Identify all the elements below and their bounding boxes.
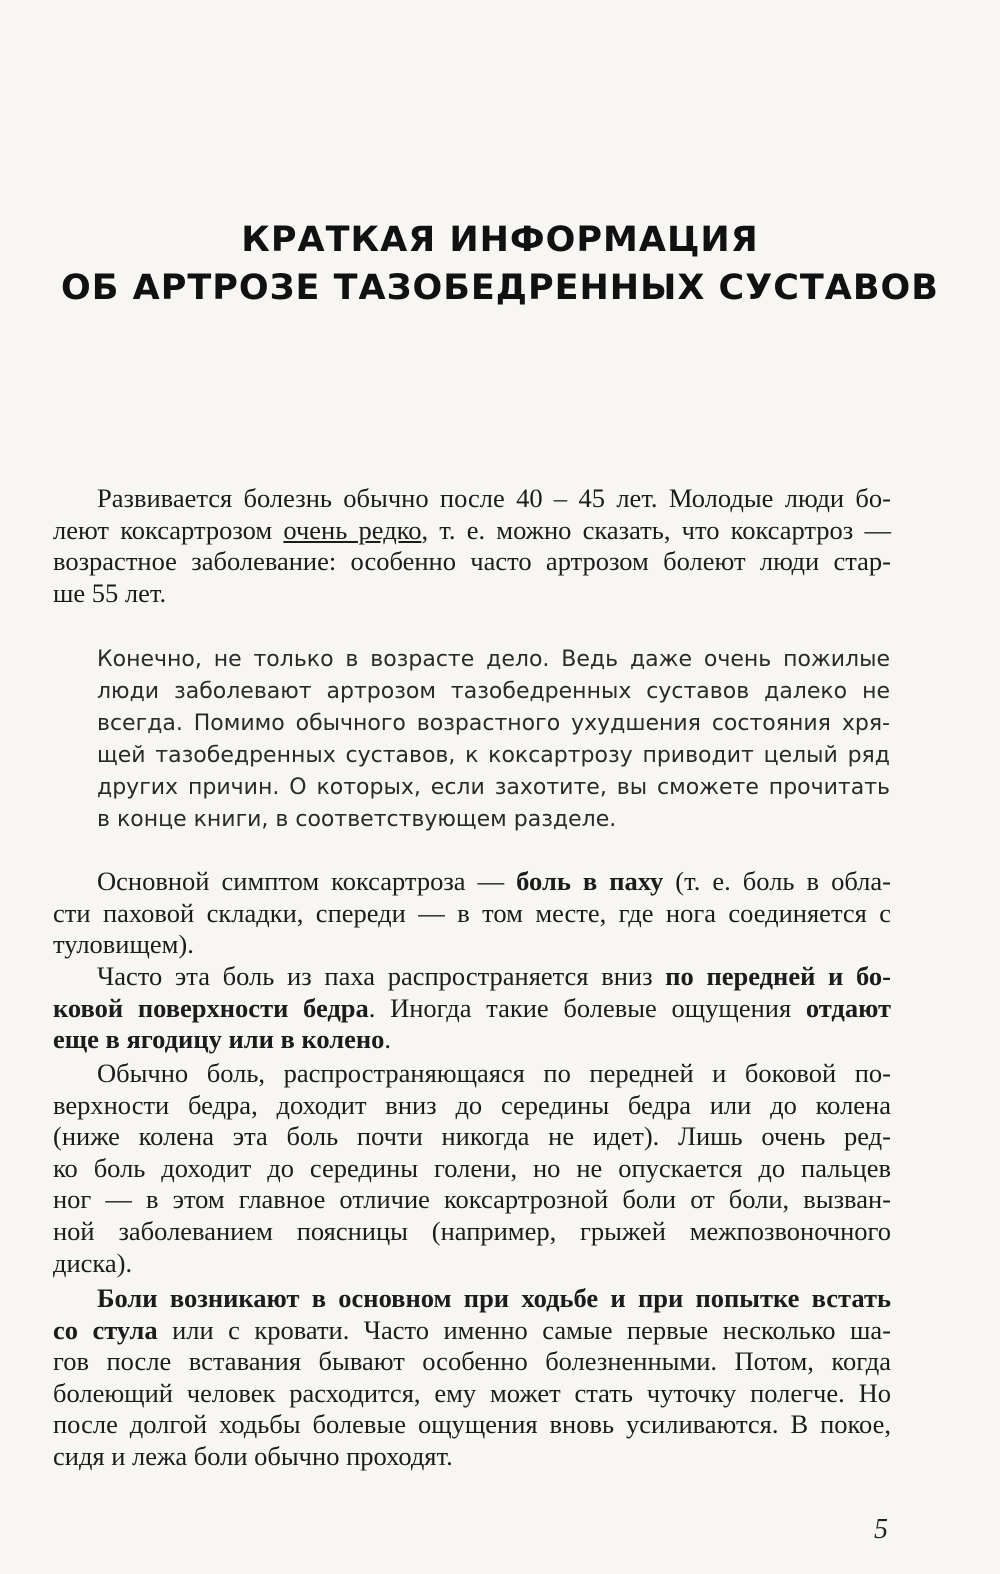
text-line: ко боль доходит до середины голени, но не опускается до пальцев — [53, 1152, 891, 1183]
side-note — [97, 644, 890, 836]
bold-phrase: еще в ягодицу или в колено — [53, 1024, 385, 1055]
bold-phrase: отдают — [805, 992, 891, 1023]
text-line: диска). — [53, 1247, 133, 1278]
text-line: Обычно боль, распространяющаяся по передней и боковой по- — [97, 1058, 891, 1088]
chapter-title-line-2: ОБ АРТРОЗЕ ТАЗОБЕДРЕННЫХ СУСТАВОВ — [61, 268, 939, 308]
text-line: еще в ягодицу или в колено. — [53, 1024, 392, 1055]
bold-phrase: со стула — [53, 1314, 158, 1345]
note-line: Конечно, не только в возрасте дело. Ведь даже очень пожилые — [97, 647, 890, 672]
text-line — [53, 1283, 891, 1315]
text-line: со стула или с кровати. Часто именно самые первые несколько ша- — [53, 1314, 891, 1345]
text-line: сти паховой складки, спереди — в том месте, где нога соединяется с — [53, 897, 891, 928]
paragraph-pain-extent — [53, 1058, 891, 1279]
paragraph-age — [53, 483, 891, 609]
bold-phrase: по передней и бо- — [665, 961, 891, 991]
note-line: в конце книги, в соответствующем разделе. — [97, 807, 617, 832]
text-line: после долгой ходьбы болевые ощущения вновь усиливаются. В покое, — [53, 1409, 891, 1440]
bold-phrase: боль в паху — [516, 866, 664, 896]
bold-phrase: ковой поверхности бедра — [53, 992, 369, 1023]
text-line: верхности бедра, доходит вниз до середины бедра или до колена — [53, 1089, 891, 1120]
text-line: туловищем). — [53, 929, 194, 960]
page-number: 5 — [874, 1514, 888, 1545]
text-line: Основной симптом коксартроза — боль в паху (т. е. боль в обла- — [97, 866, 891, 896]
bold-phrase: Боли возникают в основном при ходьбе и при попытке встать — [97, 1283, 891, 1313]
underlined-phrase: очень редко — [283, 514, 422, 545]
text-line: гов после вставания бывают особенно болезненными. Потом, когда — [53, 1346, 891, 1377]
text-line: ковой поверхности бедра. Иногда такие болевые ощущения отдают — [53, 992, 891, 1023]
chapter-title-line-1: КРАТКАЯ ИНФОРМАЦИЯ — [241, 220, 759, 260]
note-line: люди заболевают артрозом тазобедренных суставов далеко не — [97, 679, 890, 704]
note-line: других причин. О которых, если захотите, вы сможете прочитать — [97, 775, 890, 800]
text-line: сидя и лежа боли обычно проходят. — [53, 1440, 453, 1471]
text-line: (ниже колена эта боль почти никогда не идет). Лишь очень ред- — [53, 1121, 891, 1152]
text-line: болеющий человек расходится, ему может стать чуточку полегче. Но — [53, 1377, 891, 1408]
paragraph-radiation — [53, 961, 891, 1056]
text-line: Развивается болезнь обычно после 40 – 45 лет. Молодые люди бо- — [97, 483, 891, 513]
paragraph-walking-pain — [53, 1283, 891, 1473]
text-line: ной заболеванием поясницы (например, грыжей межпозвоночного — [53, 1215, 891, 1246]
note-line: щей тазобедренных суставов, к коксартрозу приводит целый ряд — [97, 743, 890, 768]
text-line: леют коксартрозом очень редко, т. е. можно сказать, что коксартроз — — [53, 514, 891, 545]
note-line: всегда. Помимо обычного возрастного ухудшения состояния хря- — [97, 711, 890, 736]
text-line: ше 55 лет. — [53, 577, 167, 608]
chapter-title — [0, 216, 1000, 312]
text-line: возрастное заболевание: особенно часто артрозом болеют люди стар- — [53, 546, 891, 577]
text-line: Часто эта боль из паха распространяется вниз по передней и бо- — [97, 961, 891, 991]
text-line: ног — в этом главное отличие коксартрозной боли от боли, вызван- — [53, 1184, 891, 1215]
paragraph-main-symptom — [53, 866, 891, 961]
